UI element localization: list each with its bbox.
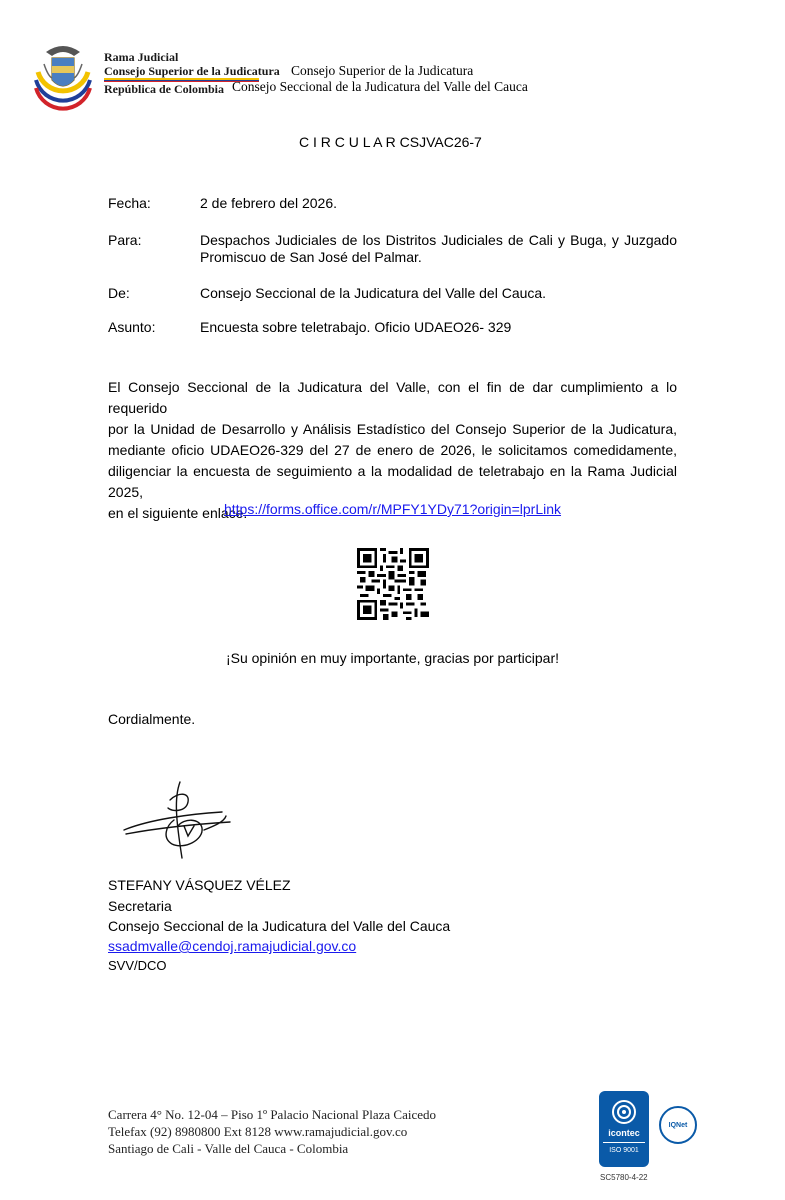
icontec-divider (603, 1142, 645, 1143)
signer-name: STEFANY VÁSQUEZ VÉLEZ (108, 877, 291, 893)
icontec-brand: icontec (608, 1128, 640, 1138)
signer-initials: SVV/DCO (108, 958, 167, 973)
salutation: Cordialmente. (108, 711, 196, 727)
body-line-1: El Consejo Seccional de la Judicatura del Valle, con el fin de dar cumplimiento a lo requerido (108, 379, 677, 416)
page-title: C I R C U L A R CSJVAC26-7 (299, 134, 482, 150)
iqnet-label: IQNet (668, 1121, 688, 1129)
signer-email-link[interactable]: ssadmvalle@cendoj.ramajudicial.gov.co (108, 938, 357, 954)
signer-role: Secretaria (108, 898, 172, 914)
link-row (0, 501, 785, 517)
fecha-value: 2 de febrero del 2026. (200, 195, 337, 211)
para-value (200, 232, 677, 266)
footer-line-1: Carrera 4° No. 12-04 – Piso 1º Palacio Nacional Plaza Caicedo (108, 1107, 436, 1122)
logo-line-rama: Rama Judicial (104, 50, 179, 64)
body-line-4: diligenciar la encuesta de seguimiento a la modalidad de teletrabajo en la Rama Judicial 2025, (108, 463, 677, 500)
logo-line-republica: República de Colombia (104, 82, 225, 96)
de-value: Consejo Seccional de la Judicatura del Valle del Cauca. (200, 285, 547, 301)
logo-text (104, 50, 280, 78)
qr-code-icon[interactable] (357, 548, 429, 620)
para-value-line-2: Promiscuo de San José del Palmar. (200, 249, 422, 265)
footer-line-3: Santiago de Cali - Valle del Cauca - Colombia (108, 1141, 349, 1156)
header-line-1: Consejo Superior de la Judicatura (291, 63, 474, 78)
para-value-line-1: Despachos Judiciales de los Distritos Judiciales de Cali y Buga, y Juzgado (200, 232, 677, 248)
fecha-label: Fecha: (108, 195, 151, 211)
body-line-3: mediante oficio UDAEO26-329 del 27 de enero de 2026, le solicitamos comedidamente, (108, 442, 677, 458)
iso-label: ISO 9001 (609, 1147, 639, 1154)
signer-email-row (108, 938, 356, 954)
handwritten-signature-icon (118, 778, 258, 868)
footer-address (108, 1106, 436, 1157)
coat-of-arms-icon (24, 38, 102, 116)
icontec-seal-icon (611, 1099, 637, 1125)
body-line-5: en el siguiente enlace. (108, 505, 248, 521)
signer-org: Consejo Seccional de la Judicatura del Valle del Cauca (108, 918, 451, 934)
closing-message: ¡Su opinión en muy importante, gracias por participar! (225, 650, 560, 666)
certification-code: SC5780-4-22 (600, 1173, 648, 1182)
de-label: De: (108, 285, 130, 301)
survey-link[interactable]: https://forms.office.com/r/MPFY1YDy71?origin=lprLink (223, 501, 562, 517)
para-label: Para: (108, 232, 142, 248)
header-line-2: Consejo Seccional de la Judicatura del Valle del Cauca (232, 79, 528, 94)
body-line-2: por la Unidad de Desarrollo y Análisis Estadístico del Consejo Superior de la Judicatura, (108, 421, 677, 437)
icontec-badge (599, 1091, 649, 1167)
footer-line-2: Telefax (92) 8980800 Ext 8128 www.ramajudicial.gov.co (108, 1124, 408, 1139)
asunto-value: Encuesta sobre teletrabajo. Oficio UDAEO26- 329 (200, 319, 512, 335)
iqnet-badge (659, 1106, 697, 1144)
asunto-label: Asunto: (108, 319, 156, 335)
logo-line-consejo: Consejo Superior de la Judicatura (104, 64, 280, 78)
